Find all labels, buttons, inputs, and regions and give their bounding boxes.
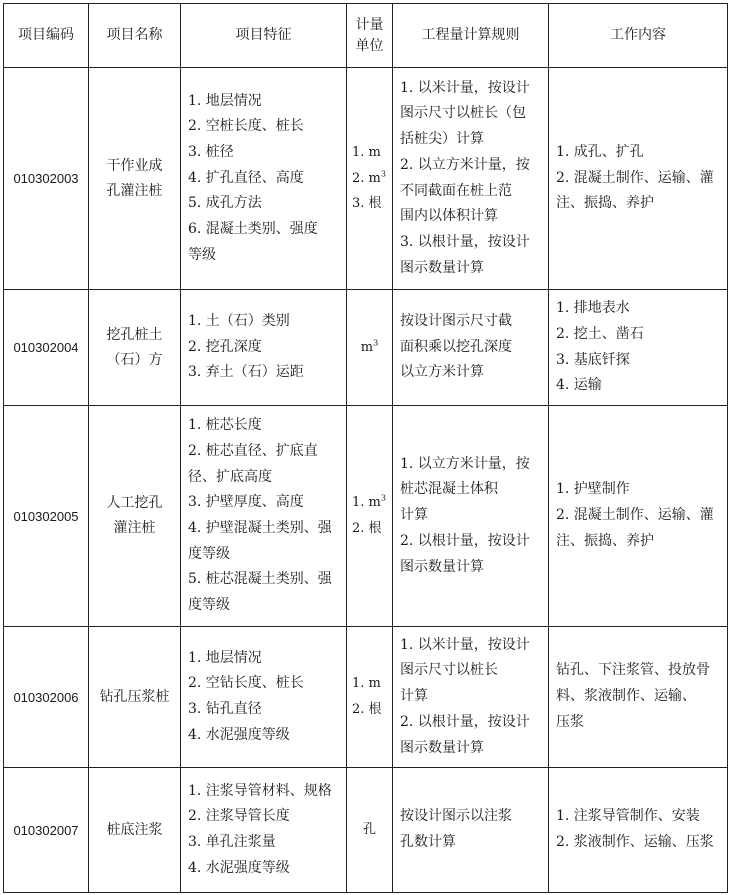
item-code: 010302007 [4, 768, 89, 893]
work-content [549, 290, 728, 406]
item-name-line: （石）方 [106, 351, 163, 368]
rule-line: 1. 以米计量，按设计 [400, 79, 530, 96]
unit-text: 孔 [362, 822, 376, 838]
unit-text: 1. m [352, 495, 381, 511]
work-line: 料、浆液制作、运输、 [556, 688, 696, 705]
work-content [549, 768, 728, 893]
item-features [181, 768, 347, 893]
feature-line: 1. 桩芯长度 [188, 417, 262, 434]
feature-line: 3. 单孔注浆量 [188, 834, 276, 850]
rule-line: 不同截面在桩上范 [400, 182, 512, 199]
feature-line: 3. 钻孔直径 [188, 701, 262, 717]
work-content [549, 627, 728, 768]
item-name-line: 人工挖孔 [106, 495, 163, 511]
feature-line: 2. 桩芯直径、扩底直 [188, 442, 318, 459]
item-name [89, 406, 181, 627]
work-line: 压浆 [556, 713, 584, 730]
item-code: 010302006 [4, 627, 89, 768]
work-line: 钻孔、下注浆管、投放骨 [556, 662, 710, 679]
unit-exponent: 3 [380, 169, 386, 179]
rule-line: 以立方米计算 [400, 364, 484, 381]
item-name-line: 孔灌注桩 [106, 182, 163, 199]
rule-line: 孔数计算 [400, 834, 456, 850]
feature-line: 1. 注浆导管材料、规格 [188, 782, 332, 799]
item-name [89, 768, 181, 893]
header-unit [347, 4, 393, 68]
item-name-line: 干作业成 [106, 157, 163, 174]
feature-line: 3. 护壁厚度、高度 [188, 494, 304, 511]
feature-line: 2. 空桩长度、桩长 [188, 118, 304, 135]
unit-line [352, 140, 392, 166]
work-line: 2. 混凝土制作、运输、灌 [556, 169, 714, 186]
header-name: 项目名称 [89, 4, 181, 68]
item-code: 010302004 [4, 290, 89, 406]
feature-line: 1. 地层情况 [188, 92, 262, 109]
feature-line: 3. 弃土（石）运距 [188, 364, 304, 381]
item-name-line: 钻孔压浆桩 [99, 688, 170, 705]
item-name [89, 627, 181, 768]
table-row [4, 768, 728, 893]
header-code: 项目编码 [4, 4, 89, 68]
unit-text: m [360, 339, 374, 355]
measurement-unit [347, 768, 393, 893]
feature-line: 等级 [188, 246, 216, 263]
rule-line: 按设计图示尺寸截 [400, 312, 512, 329]
work-content [549, 406, 728, 627]
feature-line: 4. 护壁混凝土类别、强 [188, 520, 332, 536]
work-line: 2. 挖土、凿石 [556, 325, 644, 342]
feature-line: 度等级 [188, 545, 230, 562]
rule-line: 图示尺寸以桩长 [400, 662, 498, 679]
rule-line: 2. 以立方米计量，按 [400, 156, 530, 173]
work-line: 1. 排地表水 [556, 300, 630, 317]
feature-line: 2. 挖孔深度 [188, 338, 262, 355]
rule-line: 计算 [400, 688, 428, 705]
rule-line: 2. 以根计量，按设计 [400, 532, 530, 549]
measurement-unit [347, 68, 393, 290]
feature-line: 5. 桩芯混凝土类别、强 [188, 571, 332, 588]
item-code: 010302003 [4, 68, 89, 290]
feature-line: 度等级 [188, 597, 230, 614]
calculation-rule [393, 768, 549, 893]
unit-text: 3. 根 [352, 196, 382, 212]
header-unit-line2: 单位 [355, 37, 384, 54]
rule-line: 计算 [400, 507, 428, 524]
feature-line: 2. 空钻长度、桩长 [188, 675, 304, 692]
work-line: 2. 混凝土制作、运输、灌 [556, 507, 714, 524]
table-row [4, 406, 728, 627]
header-unit-line1: 计量 [355, 16, 384, 33]
feature-line: 6. 混凝土类别、强度 [188, 221, 318, 238]
unit-line [352, 697, 392, 723]
unit-text: 2. 根 [352, 521, 382, 536]
table-row [4, 627, 728, 768]
work-line: 4. 运输 [556, 377, 602, 394]
rule-line: 2. 以根计量，按设计 [400, 713, 530, 730]
rule-line: 图示数量计算 [400, 558, 484, 575]
rule-line: 围内以体积计算 [400, 208, 498, 225]
header-rule: 工程量计算规则 [393, 4, 549, 68]
feature-line: 1. 土（石）类别 [188, 312, 290, 329]
unit-line [352, 191, 392, 217]
item-features [181, 290, 347, 406]
item-code: 010302005 [4, 406, 89, 627]
unit-exponent: 3 [373, 338, 379, 348]
work-line: 3. 基底钎探 [556, 351, 630, 368]
rule-line: 面积乘以挖孔深度 [400, 338, 512, 355]
calculation-rule [393, 68, 549, 290]
work-line: 1. 成孔、扩孔 [556, 143, 644, 160]
header-row [4, 4, 728, 68]
rule-line: 1. 以米计量，按设计 [400, 636, 530, 653]
rule-line: 括桩尖）计算 [400, 131, 484, 148]
rule-line: 1. 以立方米计量，按 [400, 455, 530, 472]
item-name-line: 挖孔桩土 [106, 326, 163, 343]
rule-line: 图示数量计算 [400, 259, 484, 276]
unit-line [352, 490, 392, 516]
unit-text: 1. m [352, 676, 381, 692]
item-name [89, 68, 181, 290]
table-row [4, 68, 728, 290]
item-name-line: 灌注桩 [113, 520, 156, 536]
item-features [181, 406, 347, 627]
feature-line: 径、扩底高度 [188, 468, 272, 485]
work-line: 2. 浆液制作、运输、压浆 [556, 834, 714, 850]
work-line: 注、振捣、养护 [556, 195, 654, 212]
table-row [4, 290, 728, 406]
measurement-unit [347, 627, 393, 768]
work-content [549, 68, 728, 290]
rule-line: 图示尺寸以桩长（包 [400, 105, 526, 122]
feature-line: 4. 水泥强度等级 [188, 859, 290, 876]
header-features: 项目特征 [181, 4, 347, 68]
feature-line: 5. 成孔方法 [188, 195, 262, 212]
item-name [89, 290, 181, 406]
work-line: 注、振捣、养护 [556, 532, 654, 549]
item-features [181, 627, 347, 768]
measurement-unit [347, 406, 393, 627]
calculation-rule [393, 627, 549, 768]
feature-line: 4. 扩孔直径、高度 [188, 169, 304, 186]
measurement-unit [347, 290, 393, 406]
feature-line: 2. 注浆导管长度 [188, 808, 290, 825]
rule-line: 按设计图示以注浆 [400, 808, 512, 825]
unit-text: 2. m [352, 170, 381, 186]
rule-line: 桩芯混凝土体积 [400, 481, 498, 498]
bill-of-quantities-table [3, 3, 728, 893]
unit-line [352, 671, 392, 697]
unit-line [347, 817, 392, 843]
unit-line [352, 166, 392, 192]
feature-line: 3. 桩径 [188, 143, 234, 160]
unit-line [347, 335, 392, 361]
item-features [181, 68, 347, 290]
feature-line: 4. 水泥强度等级 [188, 726, 290, 743]
feature-line: 1. 地层情况 [188, 649, 262, 666]
unit-text: 2. 根 [352, 702, 382, 717]
calculation-rule [393, 406, 549, 627]
rule-line: 3. 以根计量，按设计 [400, 233, 530, 250]
work-line: 1. 注浆导管制作、安装 [556, 808, 700, 825]
unit-exponent: 3 [380, 493, 386, 503]
calculation-rule [393, 290, 549, 406]
unit-text: 1. m [352, 144, 381, 160]
header-work: 工作内容 [549, 4, 728, 68]
rule-line: 图示数量计算 [400, 739, 484, 756]
work-line: 1. 护壁制作 [556, 481, 630, 498]
unit-line [352, 516, 392, 542]
item-name-line: 桩底注浆 [106, 821, 163, 838]
